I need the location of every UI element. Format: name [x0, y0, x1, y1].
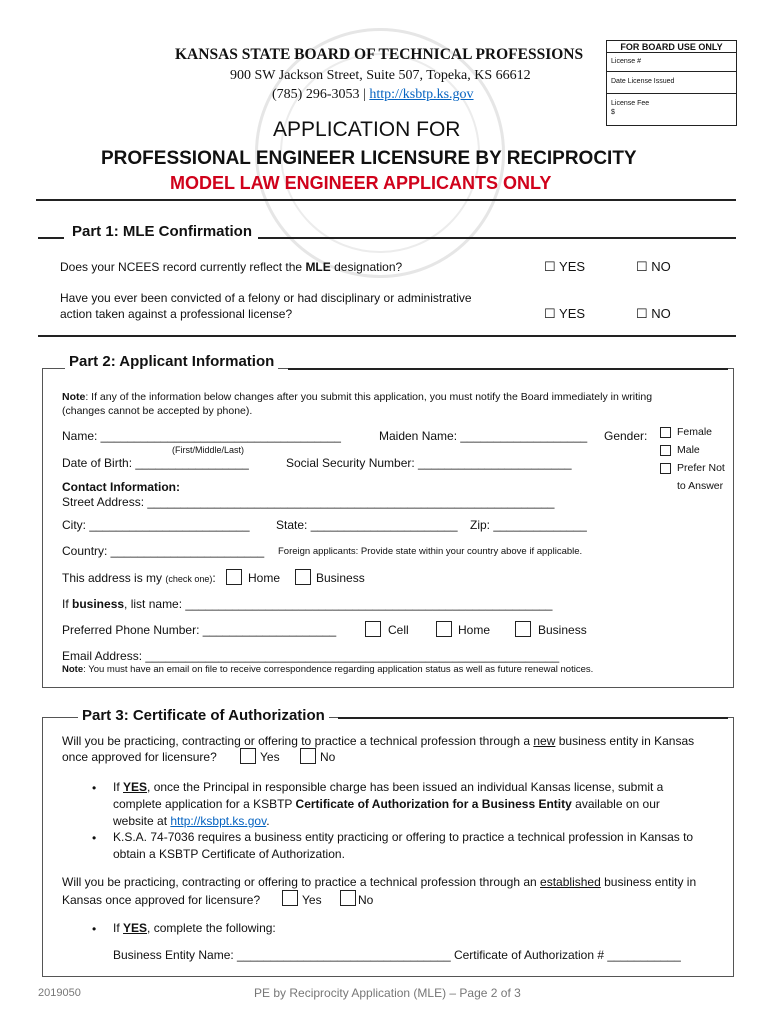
part2-note-line2: (changes cannot be accepted by phone). — [62, 405, 253, 417]
phone-field[interactable]: Preferred Phone Number: ____________________ — [62, 623, 337, 637]
maiden-name-field[interactable]: Maiden Name: ___________________ — [379, 429, 588, 443]
part3-b1-line3: website at http://ksbpt.ks.gov. — [113, 814, 270, 828]
phone-business-label: Business — [538, 623, 587, 637]
name-hint: (First/Middle/Last) — [172, 445, 245, 455]
address-business-label: Business — [316, 571, 365, 585]
address-home-checkbox[interactable] — [226, 569, 242, 585]
board-website-link[interactable]: http://ksbtp.ks.gov — [369, 87, 474, 102]
part3-heading: Part 3: Certificate of Authorization — [78, 707, 329, 724]
part1-q2-line2: action taken against a professional license? — [60, 307, 293, 321]
part3-q2: Will you be practicing, contracting or offering to practice a technical profession through an established business entity in — [62, 875, 697, 889]
part3-q2-no-checkbox[interactable] — [340, 890, 356, 906]
part1-q2-line1: Have you ever been convicted of a felony or had disciplinary or administrative — [60, 291, 472, 305]
street-address-field[interactable]: Street Address: _____________________________________________________________ — [62, 495, 555, 509]
contact-info-label: Contact Information: — [62, 480, 180, 494]
part1-q2-no[interactable]: ☐ NO — [636, 306, 671, 321]
board-phone: (785) 296-3053 — [272, 87, 360, 102]
part1-q2-yes[interactable]: ☐ YES — [544, 306, 586, 321]
board-contact: (785) 296-3053 | http://ksbtp.ks.gov — [272, 87, 474, 102]
business-entity-field[interactable]: Business Entity Name: ________________________________ Certificate of Authorization # ___________ — [113, 948, 681, 962]
part3-q1-no-label: No — [320, 750, 336, 764]
part3-b1-line2: complete application for a KSBTP Certificate of Authorization for a Business Entity available on our — [113, 797, 660, 811]
part3-q1-yes-label: Yes — [260, 750, 280, 764]
part3-b1-line1: If YES, once the Principal in responsible charge has been issued an individual Kansas license, submit a — [113, 780, 664, 794]
part2-heading: Part 2: Applicant Information — [65, 353, 278, 370]
dob-field[interactable]: Date of Birth: _________________ — [62, 456, 249, 470]
license-number-label: License # — [611, 58, 641, 65]
part3-q1-no-checkbox[interactable] — [300, 748, 316, 764]
gender-male-checkbox[interactable] — [660, 445, 671, 456]
part1-q1-no[interactable]: ☐ NO — [636, 259, 671, 274]
phone-home-checkbox[interactable] — [436, 621, 452, 637]
part1-heading: Part 1: MLE Confirmation — [72, 223, 253, 240]
gender-prefer-not-checkbox[interactable] — [660, 463, 671, 474]
business-name-field[interactable]: If business, list name: _______________________________________________________ — [62, 597, 553, 611]
board-name: KANSAS STATE BOARD OF TECHNICAL PROFESSIONS — [175, 46, 584, 63]
gender-female-checkbox[interactable] — [660, 427, 671, 438]
address-type-label: This address is my (check one): — [62, 571, 216, 585]
phone-business-checkbox[interactable] — [515, 621, 531, 637]
board-address: 900 SW Jackson Street, Suite 507, Topeka, KS 66612 — [230, 68, 531, 83]
state-field[interactable]: State: ______________________ — [276, 518, 458, 532]
phone-cell-label: Cell — [388, 623, 409, 637]
board-use-title: FOR BOARD USE ONLY — [607, 41, 736, 53]
page-footer: PE by Reciprocity Application (MLE) – Page 2 of 3 — [254, 986, 521, 1000]
date-issued-label: Date License Issued — [611, 78, 675, 85]
part3-q2-yes-checkbox[interactable] — [282, 890, 298, 906]
gender-prefer-label1: Prefer Not — [677, 462, 725, 474]
address-business-checkbox[interactable] — [295, 569, 311, 585]
gender-female-label: Female — [677, 426, 713, 438]
title-line3: MODEL LAW ENGINEER APPLICANTS ONLY — [170, 173, 552, 193]
part3-q2-no-label: No — [358, 893, 374, 907]
part3-q2-line2: Kansas once approved for licensure? — [62, 893, 261, 907]
foreign-note: Foreign applicants: Provide state within your country above if applicable. — [278, 546, 583, 557]
license-fee-label: License Fee — [611, 100, 650, 107]
zip-field[interactable]: Zip: ______________ — [470, 518, 587, 532]
ssn-field[interactable]: Social Security Number: _______________________ — [286, 456, 572, 470]
part3-b3: If YES, complete the following: — [113, 921, 276, 935]
part3-q1-yes-checkbox[interactable] — [240, 748, 256, 764]
title-line1: APPLICATION FOR — [273, 118, 461, 141]
bullet-1: • — [92, 781, 97, 795]
part1-q1-yes[interactable]: ☐ YES — [544, 259, 586, 274]
form-code: 2019050 — [38, 987, 81, 999]
title-line2: PROFESSIONAL ENGINEER LICENSURE BY RECIPROCITY — [101, 148, 637, 169]
phone-cell-checkbox[interactable] — [365, 621, 381, 637]
gender-prefer-label2: to Answer — [677, 480, 724, 492]
part3-q2-yes-label: Yes — [302, 893, 322, 907]
part2-note: Note: If any of the information below changes after you submit this application, you must notify the Board immediately in writing — [62, 391, 653, 403]
bullet-3: • — [92, 922, 97, 936]
gender-male-label: Male — [677, 444, 700, 456]
part3-b2-line1: K.S.A. 74-7036 requires a business entity practicing or offering to practice a technical profession in Kansas to — [113, 830, 694, 844]
board-use-box — [606, 40, 737, 126]
address-home-label: Home — [248, 571, 281, 585]
part1-q1: Does your NCEES record currently reflect the MLE designation? — [60, 260, 403, 274]
country-field[interactable]: Country: _______________________ — [62, 544, 265, 558]
email-note: Note: You must have an email on file to receive correspondence regarding application status as well as future renewal notices. — [62, 664, 594, 675]
title-rule — [36, 199, 736, 201]
part3-q1-line2: once approved for licensure? — [62, 750, 217, 764]
license-fee-symbol: $ — [611, 109, 615, 116]
city-field[interactable]: City: ________________________ — [62, 518, 250, 532]
name-field[interactable]: Name: ____________________________________ — [62, 429, 341, 443]
bullet-2: • — [92, 831, 97, 845]
email-field[interactable]: Email Address: ______________________________________________________________ — [62, 649, 560, 663]
ksbpt-link[interactable]: http://ksbpt.ks.gov — [170, 814, 267, 828]
phone-home-label: Home — [458, 623, 491, 637]
gender-label: Gender: — [604, 429, 648, 443]
part3-b2-line2: obtain a KSBTP Certificate of Authorization. — [113, 847, 345, 861]
part3-q1: Will you be practicing, contracting or offering to practice a technical profession through a new business entity in Kansas — [62, 734, 695, 748]
